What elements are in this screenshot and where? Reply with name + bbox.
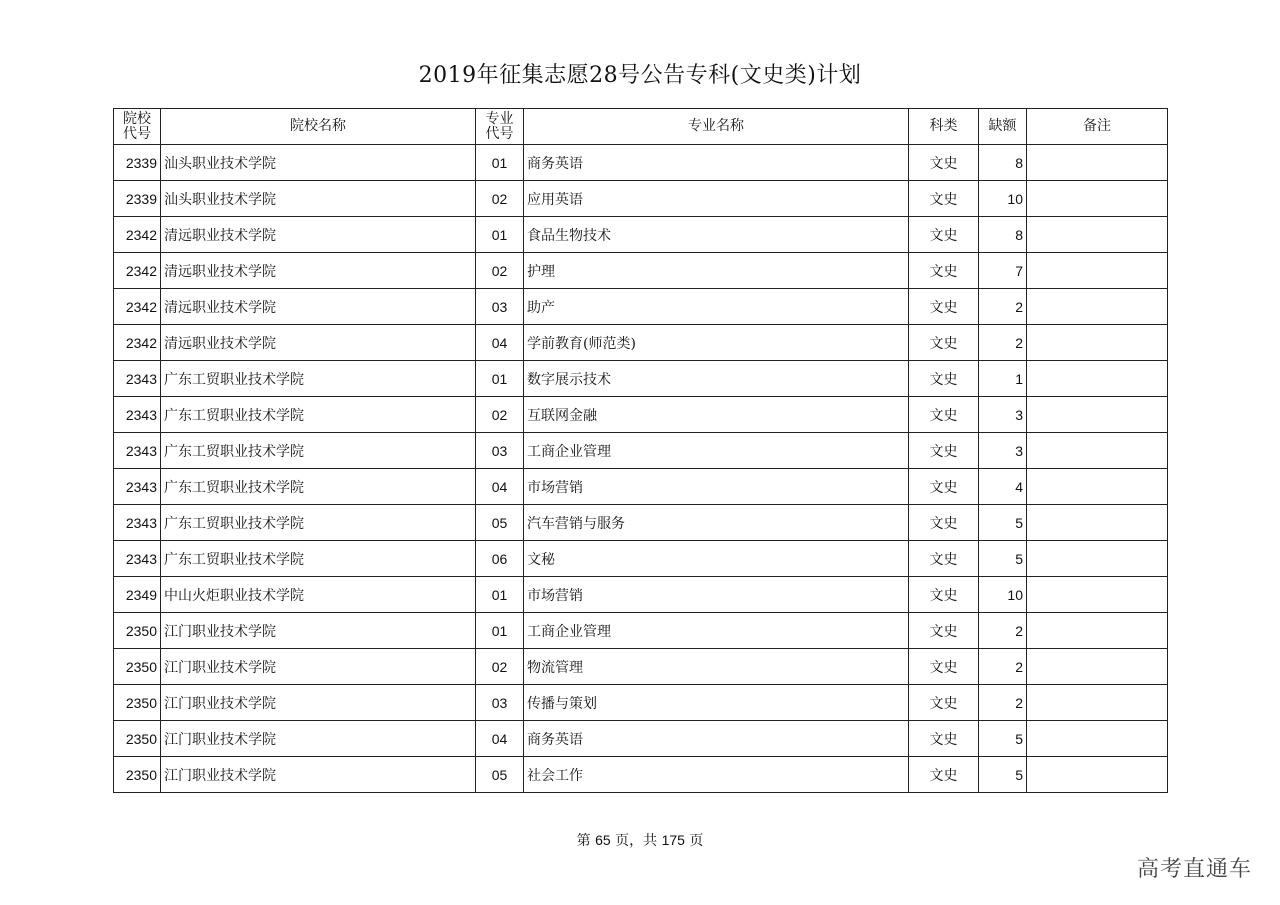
footer-mid: 页，共 (615, 833, 658, 849)
major-code-cell: 02 (476, 253, 524, 289)
college-code-cell: 2343 (114, 433, 161, 469)
major-name-cell: 汽车营销与服务 (524, 505, 909, 541)
college-name-cell: 江门职业技术学院 (161, 757, 476, 793)
table-row (114, 577, 1168, 613)
college-name-cell: 清远职业技术学院 (161, 253, 476, 289)
category-cell: 文史 (909, 253, 979, 289)
college-name-cell: 清远职业技术学院 (161, 217, 476, 253)
note-cell (1027, 649, 1168, 685)
footer-suffix: 页 (689, 833, 704, 849)
college-name-cell: 广东工贸职业技术学院 (161, 505, 476, 541)
college-code-cell: 2339 (114, 181, 161, 217)
major-code-cell: 01 (476, 577, 524, 613)
college-code-cell: 2343 (114, 397, 161, 433)
note-cell (1027, 289, 1168, 325)
college-name-cell: 清远职业技术学院 (161, 325, 476, 361)
category-cell: 文史 (909, 289, 979, 325)
college-code-cell: 2350 (114, 757, 161, 793)
college-code-cell: 2339 (114, 145, 161, 181)
table-row (114, 361, 1168, 397)
college-code-cell: 2350 (114, 613, 161, 649)
category-cell: 文史 (909, 613, 979, 649)
header-quota: 缺额 (979, 109, 1027, 145)
note-cell (1027, 361, 1168, 397)
note-cell (1027, 181, 1168, 217)
major-code-cell: 01 (476, 361, 524, 397)
header-major-name: 专业名称 (524, 109, 909, 145)
watermark-text: 高考直通车 (1136, 857, 1252, 882)
college-code-cell: 2343 (114, 469, 161, 505)
college-code-cell: 2350 (114, 721, 161, 757)
category-cell: 文史 (909, 217, 979, 253)
table-row (114, 289, 1168, 325)
category-cell: 文史 (909, 397, 979, 433)
table-row (114, 721, 1168, 757)
major-code-cell: 03 (476, 685, 524, 721)
major-name-cell: 互联网金融 (524, 397, 909, 433)
major-name-cell: 商务英语 (524, 145, 909, 181)
major-code-cell: 06 (476, 541, 524, 577)
major-code-cell: 05 (476, 757, 524, 793)
table-row (114, 433, 1168, 469)
college-name-cell: 江门职业技术学院 (161, 649, 476, 685)
category-cell: 文史 (909, 685, 979, 721)
note-cell (1027, 577, 1168, 613)
table-row (114, 685, 1168, 721)
major-code-cell: 04 (476, 469, 524, 505)
note-cell (1027, 757, 1168, 793)
college-code-cell: 2350 (114, 685, 161, 721)
quota-cell: 8 (979, 217, 1027, 253)
category-cell: 文史 (909, 181, 979, 217)
note-cell (1027, 541, 1168, 577)
major-name-cell: 传播与策划 (524, 685, 909, 721)
college-name-cell: 汕头职业技术学院 (161, 145, 476, 181)
header-college-name: 院校名称 (161, 109, 476, 145)
note-cell (1027, 325, 1168, 361)
major-name-cell: 应用英语 (524, 181, 909, 217)
note-cell (1027, 685, 1168, 721)
category-cell: 文史 (909, 325, 979, 361)
major-name-cell: 学前教育(师范类) (524, 325, 909, 361)
major-name-cell: 食品生物技术 (524, 217, 909, 253)
quota-cell: 2 (979, 613, 1027, 649)
table-row (114, 253, 1168, 289)
major-code-cell: 03 (476, 289, 524, 325)
major-name-cell: 工商企业管理 (524, 433, 909, 469)
footer-total-pages: 175 (661, 832, 685, 848)
college-code-cell: 2342 (114, 289, 161, 325)
footer-page-number: 65 (595, 832, 611, 848)
major-code-cell: 02 (476, 181, 524, 217)
major-code-cell: 02 (476, 649, 524, 685)
college-code-cell: 2350 (114, 649, 161, 685)
major-code-cell: 02 (476, 397, 524, 433)
major-name-cell: 文秘 (524, 541, 909, 577)
major-name-cell: 护理 (524, 253, 909, 289)
major-code-cell: 04 (476, 721, 524, 757)
category-cell: 文史 (909, 541, 979, 577)
page-footer (0, 830, 1280, 850)
category-cell: 文史 (909, 649, 979, 685)
college-code-cell: 2342 (114, 253, 161, 289)
major-code-cell: 05 (476, 505, 524, 541)
major-code-cell: 04 (476, 325, 524, 361)
category-cell: 文史 (909, 757, 979, 793)
college-name-cell: 清远职业技术学院 (161, 289, 476, 325)
college-code-cell: 2343 (114, 505, 161, 541)
note-cell (1027, 145, 1168, 181)
major-name-cell: 社会工作 (524, 757, 909, 793)
footer-prefix: 第 (576, 833, 591, 849)
header-major-code: 专业 代号 (476, 109, 524, 145)
quota-cell: 8 (979, 145, 1027, 181)
table-row (114, 649, 1168, 685)
table-row (114, 469, 1168, 505)
major-name-cell: 市场营销 (524, 577, 909, 613)
quota-cell: 2 (979, 325, 1027, 361)
admission-plan-table (113, 108, 1168, 793)
table-row (114, 217, 1168, 253)
quota-cell: 7 (979, 253, 1027, 289)
table-row (114, 541, 1168, 577)
quota-cell: 10 (979, 181, 1027, 217)
note-cell (1027, 469, 1168, 505)
table-row (114, 397, 1168, 433)
note-cell (1027, 253, 1168, 289)
college-name-cell: 广东工贸职业技术学院 (161, 541, 476, 577)
category-cell: 文史 (909, 577, 979, 613)
category-cell: 文史 (909, 721, 979, 757)
major-name-cell: 市场营销 (524, 469, 909, 505)
college-name-cell: 广东工贸职业技术学院 (161, 397, 476, 433)
table-row (114, 757, 1168, 793)
quota-cell: 10 (979, 577, 1027, 613)
note-cell (1027, 721, 1168, 757)
major-name-cell: 物流管理 (524, 649, 909, 685)
quota-cell: 5 (979, 505, 1027, 541)
major-name-cell: 商务英语 (524, 721, 909, 757)
category-cell: 文史 (909, 505, 979, 541)
page-title: 2019年征集志愿28号公告专科(文史类)计划 (418, 63, 862, 88)
note-cell (1027, 397, 1168, 433)
college-code-cell: 2349 (114, 577, 161, 613)
quota-cell: 5 (979, 541, 1027, 577)
category-cell: 文史 (909, 433, 979, 469)
table-row (114, 505, 1168, 541)
major-code-cell: 03 (476, 433, 524, 469)
note-cell (1027, 217, 1168, 253)
header-category: 科类 (909, 109, 979, 145)
major-name-cell: 数字展示技术 (524, 361, 909, 397)
header-college-code: 院校 代号 (114, 109, 161, 145)
college-code-cell: 2342 (114, 217, 161, 253)
table-row (114, 613, 1168, 649)
table-body (114, 145, 1168, 793)
major-name-cell: 工商企业管理 (524, 613, 909, 649)
college-name-cell: 广东工贸职业技术学院 (161, 433, 476, 469)
table-header-row (114, 109, 1168, 145)
college-name-cell: 江门职业技术学院 (161, 721, 476, 757)
note-cell (1027, 613, 1168, 649)
college-name-cell: 中山火炬职业技术学院 (161, 577, 476, 613)
college-code-cell: 2343 (114, 541, 161, 577)
college-code-cell: 2343 (114, 361, 161, 397)
category-cell: 文史 (909, 145, 979, 181)
table-row (114, 145, 1168, 181)
quota-cell: 2 (979, 685, 1027, 721)
quota-cell: 5 (979, 757, 1027, 793)
table-row (114, 181, 1168, 217)
college-name-cell: 广东工贸职业技术学院 (161, 361, 476, 397)
college-name-cell: 江门职业技术学院 (161, 613, 476, 649)
college-name-cell: 广东工贸职业技术学院 (161, 469, 476, 505)
college-code-cell: 2342 (114, 325, 161, 361)
note-cell (1027, 505, 1168, 541)
quota-cell: 1 (979, 361, 1027, 397)
major-code-cell: 01 (476, 613, 524, 649)
category-cell: 文史 (909, 469, 979, 505)
college-name-cell: 江门职业技术学院 (161, 685, 476, 721)
major-code-cell: 01 (476, 145, 524, 181)
header-note: 备注 (1027, 109, 1168, 145)
table-row (114, 325, 1168, 361)
quota-cell: 5 (979, 721, 1027, 757)
category-cell: 文史 (909, 361, 979, 397)
quota-cell: 2 (979, 289, 1027, 325)
quota-cell: 2 (979, 649, 1027, 685)
note-cell (1027, 433, 1168, 469)
major-code-cell: 01 (476, 217, 524, 253)
quota-cell: 3 (979, 433, 1027, 469)
quota-cell: 4 (979, 469, 1027, 505)
major-name-cell: 助产 (524, 289, 909, 325)
quota-cell: 3 (979, 397, 1027, 433)
college-name-cell: 汕头职业技术学院 (161, 181, 476, 217)
